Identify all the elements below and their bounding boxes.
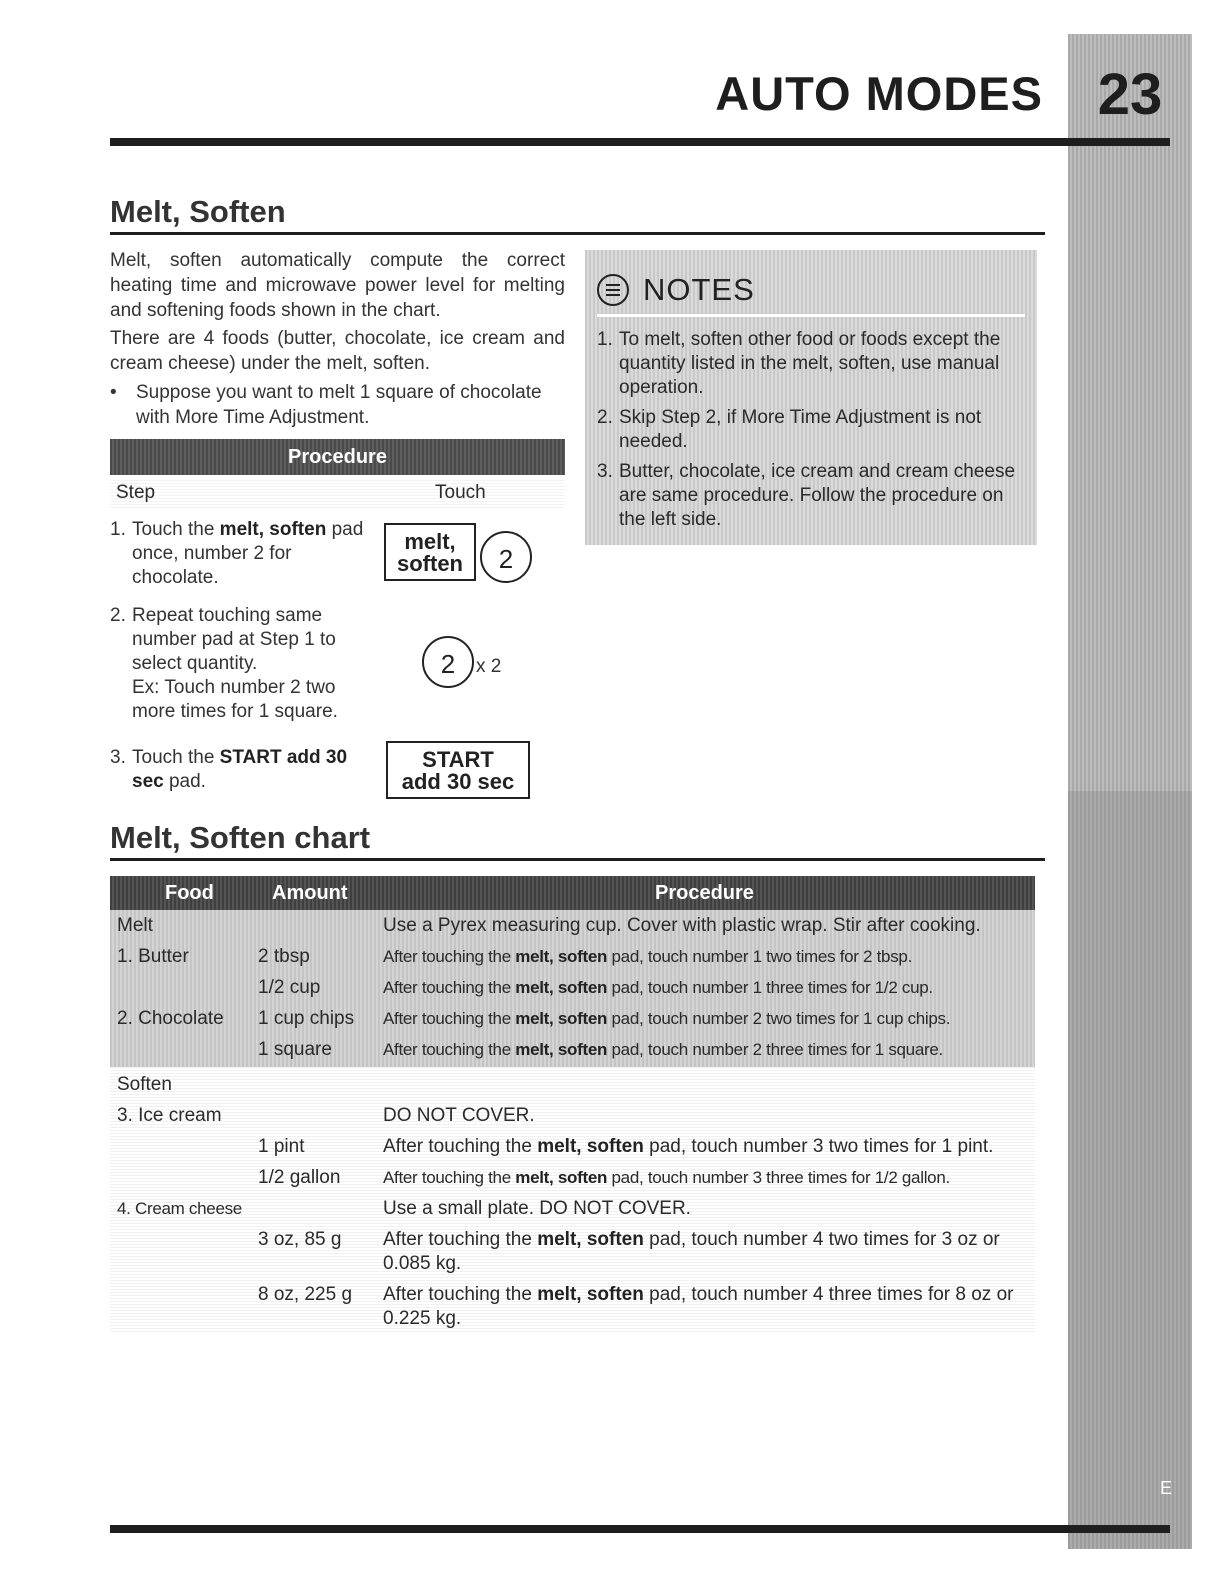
footer-rule (110, 1525, 1170, 1533)
amount-cell: 2 tbsp (258, 946, 310, 967)
food-cell: 2. Chocolate (117, 1008, 224, 1029)
language-tab-label: E (1160, 1478, 1173, 1498)
notes-icon (597, 274, 629, 306)
amount-cell: 1/2 cup (258, 977, 321, 998)
bullet-dot-icon: • (110, 382, 117, 403)
procedure-cell: After touching the melt, soften pad, touch number 2 two times for 1 cup chips. (383, 1009, 951, 1028)
step-3 (110, 746, 370, 794)
step-number: 1. (110, 519, 126, 540)
amount-cell: 1/2 gallon (258, 1167, 341, 1188)
step-text: Repeat touching same number pad at Step 1 to select quantity. Ex: Touch number 2 two more times for 1 square. (132, 605, 338, 722)
amount-column-header: Amount (272, 882, 348, 904)
step-number: 3. (110, 747, 126, 768)
food-cell: 1. Butter (117, 946, 189, 967)
start-add-30-sec-pad: START add 30 sec (386, 741, 530, 799)
amount-cell: 1 cup chips (258, 1008, 355, 1029)
number-2-pad: 2 (480, 531, 532, 583)
intro-paragraph-2: There are 4 foods (butter, chocolate, ice cream and cream cheese) under the melt, soften. (110, 328, 565, 374)
procedure-bar: Procedure (110, 439, 565, 475)
step-1 (110, 518, 370, 590)
procedure-cell: After touching the melt, soften pad, touch number 1 three times for 1/2 cup. (383, 978, 933, 997)
procedure-cell: Use a Pyrex measuring cup. Cover with plastic wrap. Stir after cooking. (383, 915, 981, 936)
side-tab-shade (1068, 791, 1192, 1549)
amount-cell: 8 oz, 225 g (258, 1284, 353, 1305)
melt-soften-pad: melt, soften (384, 523, 476, 581)
step-text: Touch the melt, soften pad once, number 2 for chocolate. (132, 519, 364, 588)
chart-heading-rule (110, 858, 1045, 861)
food-cell: 3. Ice cream (117, 1105, 222, 1126)
number-2-pad-repeat: 2 (422, 636, 474, 688)
chart-header-row (110, 876, 1035, 910)
procedure-cell: DO NOT COVER. (383, 1105, 535, 1126)
example-bullet (110, 380, 565, 430)
note-item: 1. To melt, soften other food or foods except the quantity listed in the melt, soften, use manual operation. (597, 329, 1001, 398)
step-touch-header (110, 478, 565, 508)
procedure-cell: After touching the melt, soften pad, touch number 3 two times for 1 pint. (383, 1136, 994, 1157)
procedure-cell: Use a small plate. DO NOT COVER. (383, 1198, 691, 1219)
section-title: AUTO MODES (715, 67, 1043, 120)
procedure-column-header: Procedure (655, 882, 754, 904)
note-item: 3. Butter, chocolate, ice cream and cream cheese are same procedure. Follow the procedure on the left side. (597, 461, 1016, 530)
page-number: 23 (1097, 62, 1163, 127)
amount-cell: 1 square (258, 1039, 332, 1060)
bullet-text: Suppose you want to melt 1 square of chocolate with More Time Adjustment. (136, 382, 542, 428)
melt-soften-heading-rule (110, 232, 1045, 235)
step-2 (110, 604, 370, 724)
notes-title: NOTES (643, 272, 755, 307)
procedure-cell: After touching the melt, soften pad, touch number 1 two times for 2 tbsp. (383, 947, 912, 966)
notes-box (585, 250, 1037, 545)
notes-rule (597, 314, 1025, 317)
header-rule (110, 138, 1170, 146)
step-text: Touch the START add 30 sec pad. (132, 747, 348, 792)
repeat-count: x 2 (476, 656, 502, 677)
food-cell: Soften (117, 1074, 172, 1095)
amount-cell: 1 pint (258, 1136, 305, 1157)
step-column-label: Step (116, 482, 156, 503)
food-cell: 4. Cream cheese (117, 1199, 242, 1218)
note-item: 2. Skip Step 2, if More Time Adjustment is not needed. (597, 407, 982, 452)
food-cell: Melt (117, 915, 153, 936)
page-side-tab (1068, 34, 1192, 1549)
procedure-cell: After touching the melt, soften pad, touch number 4 three times for 8 oz or 0.225 kg. (383, 1284, 1014, 1329)
food-column-header: Food (165, 882, 214, 904)
step-number: 2. (110, 605, 126, 626)
procedure-cell: After touching the melt, soften pad, touch number 3 three times for 1/2 gallon. (383, 1168, 950, 1187)
chart-heading: Melt, Soften chart (110, 820, 371, 855)
procedure-cell: After touching the melt, soften pad, touch number 2 three times for 1 square. (383, 1040, 943, 1059)
amount-cell: 3 oz, 85 g (258, 1229, 342, 1250)
touch-column-label: Touch (435, 482, 486, 503)
procedure-cell: After touching the melt, soften pad, touch number 4 two times for 3 oz or 0.085 kg. (383, 1229, 1000, 1274)
melt-soften-heading: Melt, Soften (110, 194, 286, 229)
intro-paragraph-1: Melt, soften automatically compute the correct heating time and microwave power level for melting and softening foods shown in the chart. (110, 250, 565, 321)
